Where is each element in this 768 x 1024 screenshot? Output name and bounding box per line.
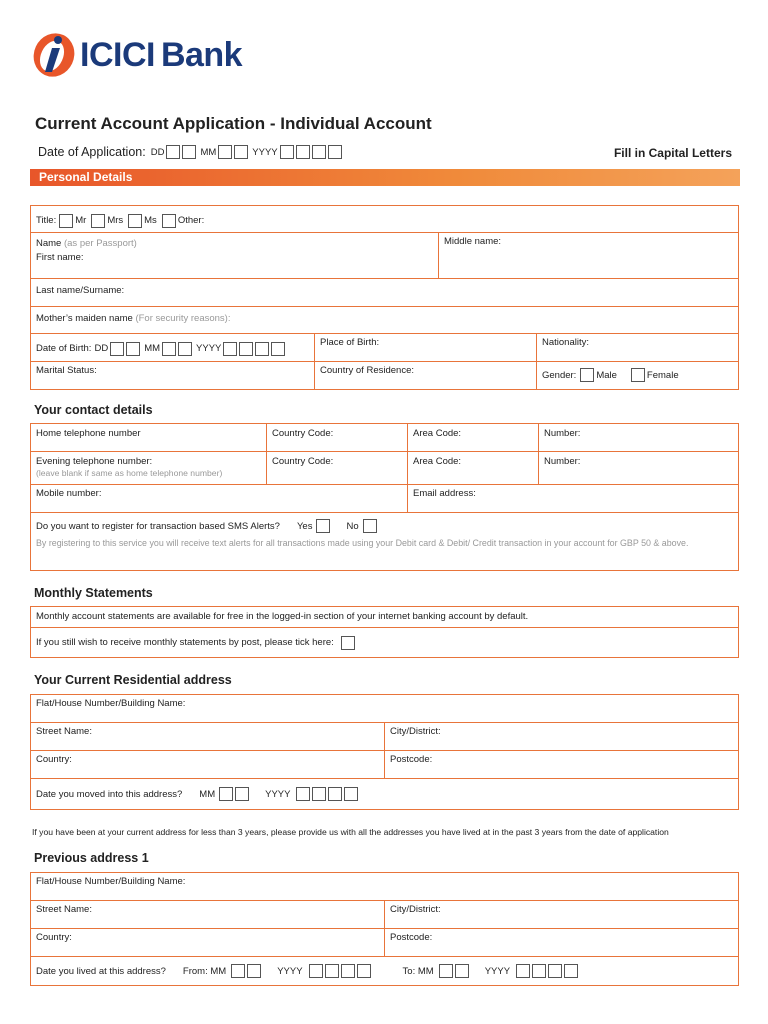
residential-section-title: Your Current Residential address bbox=[34, 673, 232, 687]
mm-label: MM bbox=[200, 146, 217, 158]
title-mr-checkbox[interactable] bbox=[59, 214, 73, 228]
dob-dd-label: DD bbox=[94, 343, 109, 354]
country-residence-field[interactable] bbox=[314, 362, 536, 389]
gender-female-checkbox[interactable] bbox=[631, 368, 645, 382]
home-country-code-field[interactable] bbox=[266, 424, 407, 451]
prev-country-field[interactable] bbox=[31, 929, 384, 956]
evening-number-label: Number: bbox=[544, 456, 581, 467]
evening-number-field[interactable] bbox=[538, 452, 738, 484]
title-label: Title: bbox=[36, 215, 57, 226]
prev-to-mm-box-1[interactable] bbox=[439, 964, 453, 978]
prev-lived-cell bbox=[31, 957, 738, 985]
prev-lived-label: Date you lived at this address? bbox=[36, 965, 166, 977]
dob-yyyy-box-2[interactable] bbox=[239, 342, 253, 356]
prev-street-field[interactable] bbox=[31, 901, 384, 928]
dob-field bbox=[31, 334, 314, 361]
evening-tel-row bbox=[31, 452, 738, 485]
personal-details-banner: Personal Details bbox=[30, 169, 740, 186]
prev-country-row bbox=[31, 929, 738, 957]
dob-yyyy-box-4[interactable] bbox=[271, 342, 285, 356]
dob-mm-box-2[interactable] bbox=[178, 342, 192, 356]
evening-country-code-field[interactable] bbox=[266, 452, 407, 484]
prev-lived-row bbox=[31, 957, 738, 985]
mobile-field[interactable] bbox=[31, 485, 407, 512]
prev-flat-field[interactable] bbox=[31, 873, 738, 900]
prev-country-label: Country: bbox=[36, 932, 72, 943]
prev-to-yyyy-box-3[interactable] bbox=[548, 964, 562, 978]
statements-post-checkbox[interactable] bbox=[341, 636, 355, 650]
residential-table bbox=[30, 694, 739, 810]
email-field[interactable] bbox=[407, 485, 738, 512]
name-hint: (as per Passport) bbox=[63, 238, 137, 249]
statements-info: Monthly account statements are available for free in the logged-in section of your internet banking account by default. bbox=[36, 611, 529, 622]
address-history-note: If you have been at your current address for less than 3 years, please provide us with all the addresses you have lived at in the past 3 years from the date of application bbox=[32, 827, 669, 837]
statements-tick-row bbox=[31, 628, 738, 657]
marital-status-field[interactable] bbox=[31, 362, 314, 389]
prev-from-mm-label: From: MM bbox=[182, 965, 227, 977]
res-mm-box-1[interactable] bbox=[219, 787, 233, 801]
nationality-label: Nationality: bbox=[542, 337, 589, 348]
home-tel-label: Home telephone number bbox=[36, 428, 141, 439]
first-name-label: First name: bbox=[36, 252, 84, 263]
country-residence-label: Country of Residence: bbox=[320, 365, 414, 376]
res-moved-cell bbox=[31, 779, 738, 809]
home-area-code-field[interactable] bbox=[407, 424, 538, 451]
res-yyyy-box-4[interactable] bbox=[344, 787, 358, 801]
gender-female-label: Female bbox=[646, 369, 679, 381]
statements-tick-cell bbox=[31, 628, 738, 657]
title-other-checkbox[interactable] bbox=[162, 214, 176, 228]
res-mm-box-2[interactable] bbox=[235, 787, 249, 801]
statements-info-cell bbox=[31, 607, 738, 627]
maiden-name-field[interactable] bbox=[31, 307, 738, 333]
dob-dd-box-2[interactable] bbox=[126, 342, 140, 356]
statements-section-title: Monthly Statements bbox=[34, 586, 153, 600]
sms-cell bbox=[31, 513, 738, 570]
brand-name bbox=[80, 36, 242, 75]
previous-table bbox=[30, 872, 739, 986]
icici-i-mark-icon bbox=[30, 28, 80, 80]
maiden-hint: (For security reasons): bbox=[135, 313, 231, 324]
res-postcode-label: Postcode: bbox=[390, 754, 433, 765]
date-yyyy-box-3[interactable] bbox=[312, 145, 326, 159]
res-street-label: Street Name: bbox=[36, 726, 92, 737]
fill-caps-note: Fill in Capital Letters bbox=[613, 146, 732, 160]
gender-male-label: Male bbox=[596, 369, 617, 381]
res-city-label: City/District: bbox=[390, 726, 441, 737]
prev-to-yyyy-box-1[interactable] bbox=[516, 964, 530, 978]
prev-to-yyyy-box-2[interactable] bbox=[532, 964, 546, 978]
dob-label: Date of Birth: bbox=[36, 343, 92, 354]
yyyy-label: YYYY bbox=[252, 146, 278, 158]
res-flat-row bbox=[31, 695, 738, 723]
marital-row bbox=[31, 362, 738, 389]
prev-street-label: Street Name: bbox=[36, 904, 92, 915]
res-yyyy-box-2[interactable] bbox=[312, 787, 326, 801]
nationality-field[interactable] bbox=[536, 334, 738, 361]
title-row bbox=[31, 206, 738, 233]
home-country-code-label: Country Code: bbox=[272, 428, 334, 439]
dob-mm-label: MM bbox=[144, 343, 161, 354]
evening-country-code-label: Country Code: bbox=[272, 456, 334, 467]
page-title: Current Account Application - Individual Account bbox=[35, 114, 432, 133]
sms-yes-label: Yes bbox=[296, 520, 313, 532]
mobile-label: Mobile number: bbox=[36, 488, 102, 499]
prev-to-mm-box-2[interactable] bbox=[455, 964, 469, 978]
home-area-code-label: Area Code: bbox=[413, 428, 462, 439]
title-cell bbox=[31, 206, 738, 232]
evening-tel-field[interactable] bbox=[31, 452, 266, 484]
evening-tel-hint: (leave blank if same as home telephone number) bbox=[36, 468, 223, 478]
res-country-row bbox=[31, 751, 738, 779]
middle-name-label: Middle name: bbox=[444, 236, 502, 247]
prev-from-yyyy-box-3[interactable] bbox=[341, 964, 355, 978]
title-mr-label: Mr bbox=[75, 215, 87, 226]
first-name-field[interactable] bbox=[31, 233, 438, 278]
prev-from-yyyy-box-2[interactable] bbox=[325, 964, 339, 978]
res-yyyy-box-3[interactable] bbox=[328, 787, 342, 801]
place-of-birth-field[interactable] bbox=[314, 334, 536, 361]
title-mrs-checkbox[interactable] bbox=[91, 214, 105, 228]
statements-info-row bbox=[31, 607, 738, 628]
res-country-label: Country: bbox=[36, 754, 72, 765]
sms-no-checkbox[interactable] bbox=[363, 519, 377, 533]
dd-label: DD bbox=[150, 146, 165, 158]
prev-from-mm-box-2[interactable] bbox=[247, 964, 261, 978]
date-dd-box-1[interactable] bbox=[166, 145, 180, 159]
last-name-row bbox=[31, 279, 738, 307]
home-number-label: Number: bbox=[544, 428, 581, 439]
title-mrs-label: Mrs bbox=[107, 215, 124, 226]
prev-postcode-label: Postcode: bbox=[390, 932, 433, 943]
title-ms-label: Ms bbox=[144, 215, 157, 226]
icici-logo bbox=[30, 28, 290, 80]
prev-flat-row bbox=[31, 873, 738, 901]
home-number-field[interactable] bbox=[538, 424, 738, 451]
res-flat-label: Flat/House Number/Building Name: bbox=[36, 698, 186, 709]
brand-main: ICICI bbox=[80, 36, 155, 74]
prev-flat-label: Flat/House Number/Building Name: bbox=[36, 876, 186, 887]
maiden-label: Mother’s maiden name bbox=[36, 313, 133, 324]
last-name-field[interactable] bbox=[31, 279, 738, 306]
dob-mm-box-1[interactable] bbox=[162, 342, 176, 356]
prev-to-yyyy-box-4[interactable] bbox=[564, 964, 578, 978]
statements-table bbox=[30, 606, 739, 658]
mobile-row bbox=[31, 485, 738, 513]
date-of-application bbox=[38, 145, 344, 159]
prev-street-row bbox=[31, 901, 738, 929]
prev-city-field[interactable] bbox=[384, 901, 738, 928]
home-tel-row bbox=[31, 424, 738, 452]
res-city-field[interactable] bbox=[384, 723, 738, 750]
res-moved-label: Date you moved into this address? bbox=[36, 788, 183, 800]
evening-area-code-field[interactable] bbox=[407, 452, 538, 484]
dob-row bbox=[31, 334, 738, 362]
res-yyyy-box-1[interactable] bbox=[296, 787, 310, 801]
date-label: Date of Application: bbox=[38, 145, 146, 159]
prev-to-mm-label: To: MM bbox=[402, 965, 434, 977]
sms-no-label: No bbox=[346, 520, 359, 532]
sms-row bbox=[31, 513, 738, 570]
contact-section-title: Your contact details bbox=[34, 403, 153, 417]
sms-note: By registering to this service you will receive text alerts for all transactions made using your Debit card & Debit/ Credit transaction in your account for GBP 50 & above. bbox=[36, 538, 689, 548]
marital-label: Marital Status: bbox=[36, 365, 97, 376]
title-other-label: Other: bbox=[177, 215, 205, 226]
prev-from-yyyy-box-4[interactable] bbox=[357, 964, 371, 978]
prev-from-yyyy-box-1[interactable] bbox=[309, 964, 323, 978]
personal-details-table bbox=[30, 205, 739, 390]
res-mm-label: MM bbox=[199, 788, 216, 800]
statements-tick-label: If you still wish to receive monthly statements by post, please tick here: bbox=[36, 637, 334, 648]
gender-label: Gender: bbox=[542, 369, 577, 381]
contact-table bbox=[30, 423, 739, 571]
res-moved-row bbox=[31, 779, 738, 809]
prev-city-label: City/District: bbox=[390, 904, 441, 915]
date-yyyy-box-1[interactable] bbox=[280, 145, 294, 159]
date-yyyy-box-4[interactable] bbox=[328, 145, 342, 159]
res-street-field[interactable] bbox=[31, 723, 384, 750]
sms-yes-checkbox[interactable] bbox=[316, 519, 330, 533]
evening-area-code-label: Area Code: bbox=[413, 456, 462, 467]
date-mm-box-2[interactable] bbox=[234, 145, 248, 159]
res-flat-field[interactable] bbox=[31, 695, 738, 722]
date-mm-box-1[interactable] bbox=[218, 145, 232, 159]
previous-section-title: Previous address 1 bbox=[34, 851, 149, 865]
prev-from-mm-box-1[interactable] bbox=[231, 964, 245, 978]
prev-to-yyyy-label: YYYY bbox=[484, 965, 511, 977]
prev-from-yyyy-label: YYYY bbox=[277, 965, 303, 977]
email-label: Email address: bbox=[413, 488, 476, 499]
dob-yyyy-label: YYYY bbox=[196, 343, 222, 354]
place-of-birth-label: Place of Birth: bbox=[320, 337, 380, 348]
name-label: Name bbox=[36, 238, 62, 249]
title-ms-checkbox[interactable] bbox=[128, 214, 142, 228]
dob-yyyy-box-3[interactable] bbox=[255, 342, 269, 356]
date-dd-box-2[interactable] bbox=[182, 145, 196, 159]
last-name-label: Last name/Surname: bbox=[36, 285, 125, 296]
name-row bbox=[31, 233, 738, 279]
home-tel-field[interactable] bbox=[31, 424, 266, 451]
middle-name-field[interactable] bbox=[438, 233, 738, 278]
brand-sub: Bank bbox=[160, 36, 243, 74]
date-yyyy-box-2[interactable] bbox=[296, 145, 310, 159]
gender-field bbox=[536, 362, 738, 389]
prev-postcode-field[interactable] bbox=[384, 929, 738, 956]
sms-question: Do you want to register for transaction based SMS Alerts? bbox=[36, 520, 280, 532]
dob-yyyy-box-1[interactable] bbox=[223, 342, 237, 356]
evening-tel-label: Evening telephone number: bbox=[36, 456, 153, 467]
res-yyyy-label: YYYY bbox=[265, 788, 291, 800]
res-postcode-field[interactable] bbox=[384, 751, 738, 778]
dob-dd-box-1[interactable] bbox=[110, 342, 124, 356]
res-street-row bbox=[31, 723, 738, 751]
res-country-field[interactable] bbox=[31, 751, 384, 778]
maiden-name-row bbox=[31, 307, 738, 334]
gender-male-checkbox[interactable] bbox=[580, 368, 594, 382]
